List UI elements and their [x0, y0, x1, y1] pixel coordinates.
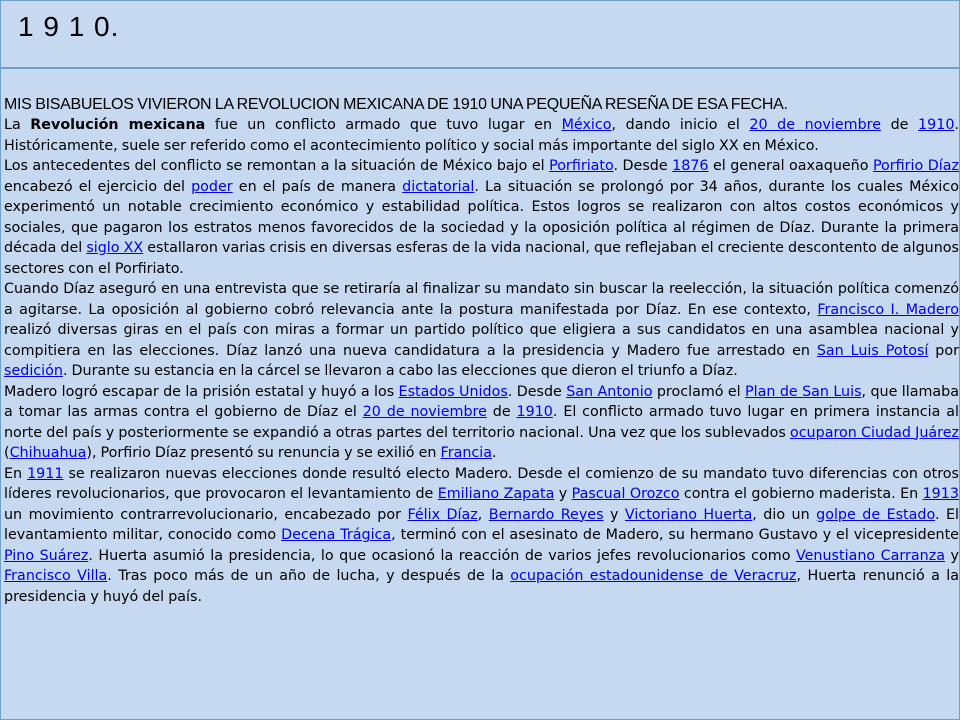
link-ocupacion-veracruz[interactable]: ocupación estadounidense de Veracruz [510, 568, 797, 584]
link-sedicion[interactable]: sedición [4, 363, 63, 379]
link-plan-de-san-luis[interactable]: Plan de San Luis [745, 383, 862, 400]
text: La [4, 117, 31, 133]
article-text [4, 95, 959, 607]
link-1910-2[interactable]: 1910 [516, 404, 553, 420]
paragraph-5 [4, 464, 959, 608]
text: . Históricamente, suele ser referido como el acontecimiento político y social más importante del siglo XX en México. [4, 117, 959, 154]
text: , dando inicio el [611, 117, 750, 133]
title-box [0, 0, 960, 68]
text: , terminó con el asesinato de Madero, su hermano Gustavo y el vicepresidente [391, 527, 959, 543]
text: por [928, 342, 959, 359]
text: . La situación se prolongó por 34 años, durante los cuales México experimentó un notable crecimiento económico y estabilidad política. Estos logros se realizaron con altos costos económicos y sociales, que pagaron los estratos menos favorecidos de la sociedad y la oposición política al régimen de Díaz. Durante la primera década del [4, 178, 959, 256]
link-felix-diaz[interactable]: Félix Díaz [407, 506, 478, 523]
text: realizó diversas giras en el país con miras a formar un partido político que eligiera a sus candidatos en una asamblea nacional y compitiera en las elecciones. Díaz lanzó una nueva candidatura a la presidencia y Madero fue arrestado en [4, 322, 959, 359]
text: . Durante su estancia en la cárcel se llevaron a cabo las elecciones que dieron el triunfo a Díaz. [62, 363, 738, 379]
content-box [0, 68, 960, 720]
link-porfirio-diaz[interactable]: Porfirio Díaz [872, 158, 959, 174]
text: . Desde [613, 158, 673, 174]
link-victoriano-huerta[interactable]: Victoriano Huerta [624, 506, 753, 523]
text: Cuando Díaz aseguró en una entrevista que se retiraría al finalizar su mandato sin buscar la reelección, la situación política comenzó a agitarse. La oposición al gobierno cobró relevancia ante la postura manifestada por Díaz. En ese contexto, [4, 281, 959, 318]
link-ocuparon-ciudad-juarez[interactable]: ocuparon Ciudad Juárez [789, 424, 960, 441]
link-chihuahua[interactable]: Chihuahua [9, 445, 87, 461]
article-heading: MIS BISABUELOS VIVIERON LA REVOLUCION MEXICANA DE 1910 UNA PEQUEÑA RESEÑA DE ESA FECHA. [4, 96, 788, 113]
link-emiliano-zapata[interactable]: Emiliano Zapata [437, 486, 555, 502]
text: contra el gobierno maderista. En [679, 486, 923, 502]
link-1913[interactable]: 1913 [922, 486, 959, 502]
link-venustiano-carranza[interactable]: Venustiano Carranza [795, 547, 945, 564]
text: . El conflicto armado tuvo lugar en primera instancia al norte del país y posteriormente se expandió a otras partes del territorio nacional. Una vez que los sublevados [4, 404, 959, 441]
link-20-noviembre[interactable]: 20 de noviembre [749, 117, 882, 133]
bold-term: Revolución mexicana [30, 117, 206, 133]
text: . [492, 445, 497, 461]
link-francisco-madero[interactable]: Francisco I. Madero [817, 301, 959, 318]
text: . Tras poco más de un año de lucha, y después de la [107, 568, 511, 584]
link-1876[interactable]: 1876 [672, 158, 709, 174]
text: . El levantamiento militar, conocido como [4, 506, 960, 543]
link-golpe-de-estado[interactable]: golpe de Estado [816, 506, 935, 523]
link-pascual-orozco[interactable]: Pascual Orozco [571, 486, 680, 502]
text: y [945, 547, 959, 564]
link-pino-suarez[interactable]: Pino Suárez [4, 547, 89, 564]
paragraph-3 [4, 279, 959, 382]
link-san-antonio[interactable]: San Antonio [566, 383, 653, 400]
link-dictatorial[interactable]: dictatorial [402, 178, 475, 195]
link-porfiriato[interactable]: Porfiriato [549, 158, 614, 174]
text: encabezó el ejercicio del [4, 178, 192, 195]
text: y [603, 506, 625, 523]
text: de [881, 117, 919, 133]
link-poder[interactable]: poder [191, 178, 233, 195]
link-1910[interactable]: 1910 [918, 117, 955, 133]
link-francisco-villa[interactable]: Francisco Villa [4, 568, 108, 584]
link-estados-unidos[interactable]: Estados Unidos [398, 383, 508, 400]
text: Madero logró escapar de la prisión estatal y huyó a los [4, 383, 399, 400]
text: , dio un [752, 506, 817, 523]
link-siglo-xx[interactable]: siglo XX [86, 240, 144, 256]
text: fue un conflicto armado que tuvo lugar en [205, 117, 562, 133]
text: un movimiento contrarrevolucionario, encabezado por [4, 506, 408, 523]
link-mexico[interactable]: México [561, 117, 612, 133]
text: , que llamaba a tomar las armas contra el gobierno de Díaz el [4, 383, 960, 420]
text: , [477, 506, 489, 523]
text: proclamó el [652, 383, 746, 400]
text: ), Porfirio Díaz presentó su renuncia y se exilió en [86, 445, 441, 461]
text: , Huerta renunció a la presidencia y huyó del país. [4, 568, 959, 605]
link-bernardo-reyes[interactable]: Bernardo Reyes [488, 506, 604, 523]
text: estallaron varias crisis en diversas esferas de la vida nacional, que reflejaban el creciente descontento de algunos sectores con el Porfiriato. [4, 240, 959, 277]
paragraph-1 [4, 115, 959, 156]
link-1911[interactable]: 1911 [27, 465, 64, 482]
text: ( [4, 445, 10, 461]
text: de [486, 404, 517, 420]
link-francia[interactable]: Francia [440, 445, 492, 461]
text: Los antecedentes del conflicto se remontan a la situación de México bajo el [4, 158, 550, 174]
link-decena-tragica[interactable]: Decena Trágica [281, 527, 392, 543]
text: en el país de manera [232, 178, 403, 195]
text: y [554, 486, 572, 502]
text: el general oaxaqueño [708, 158, 873, 174]
link-20-noviembre-2[interactable]: 20 de noviembre [362, 404, 487, 420]
text: En [4, 465, 28, 482]
link-san-luis-potosi[interactable]: San Luis Potosí [816, 342, 929, 359]
text: . Desde [507, 383, 567, 400]
slide-title: 1 9 1 0. [18, 11, 120, 42]
text: . Huerta asumió la presidencia, lo que ocasionó la reacción de varios jefes revolucionarios como [88, 547, 796, 564]
paragraph-4 [4, 382, 959, 464]
paragraph-2 [4, 156, 959, 279]
text: se realizaron nuevas elecciones donde resultó electo Madero. Desde el comienzo de su mandato tuvo diferencias con otros líderes revolucionarios, que provocaron el levantamiento de [4, 465, 959, 502]
